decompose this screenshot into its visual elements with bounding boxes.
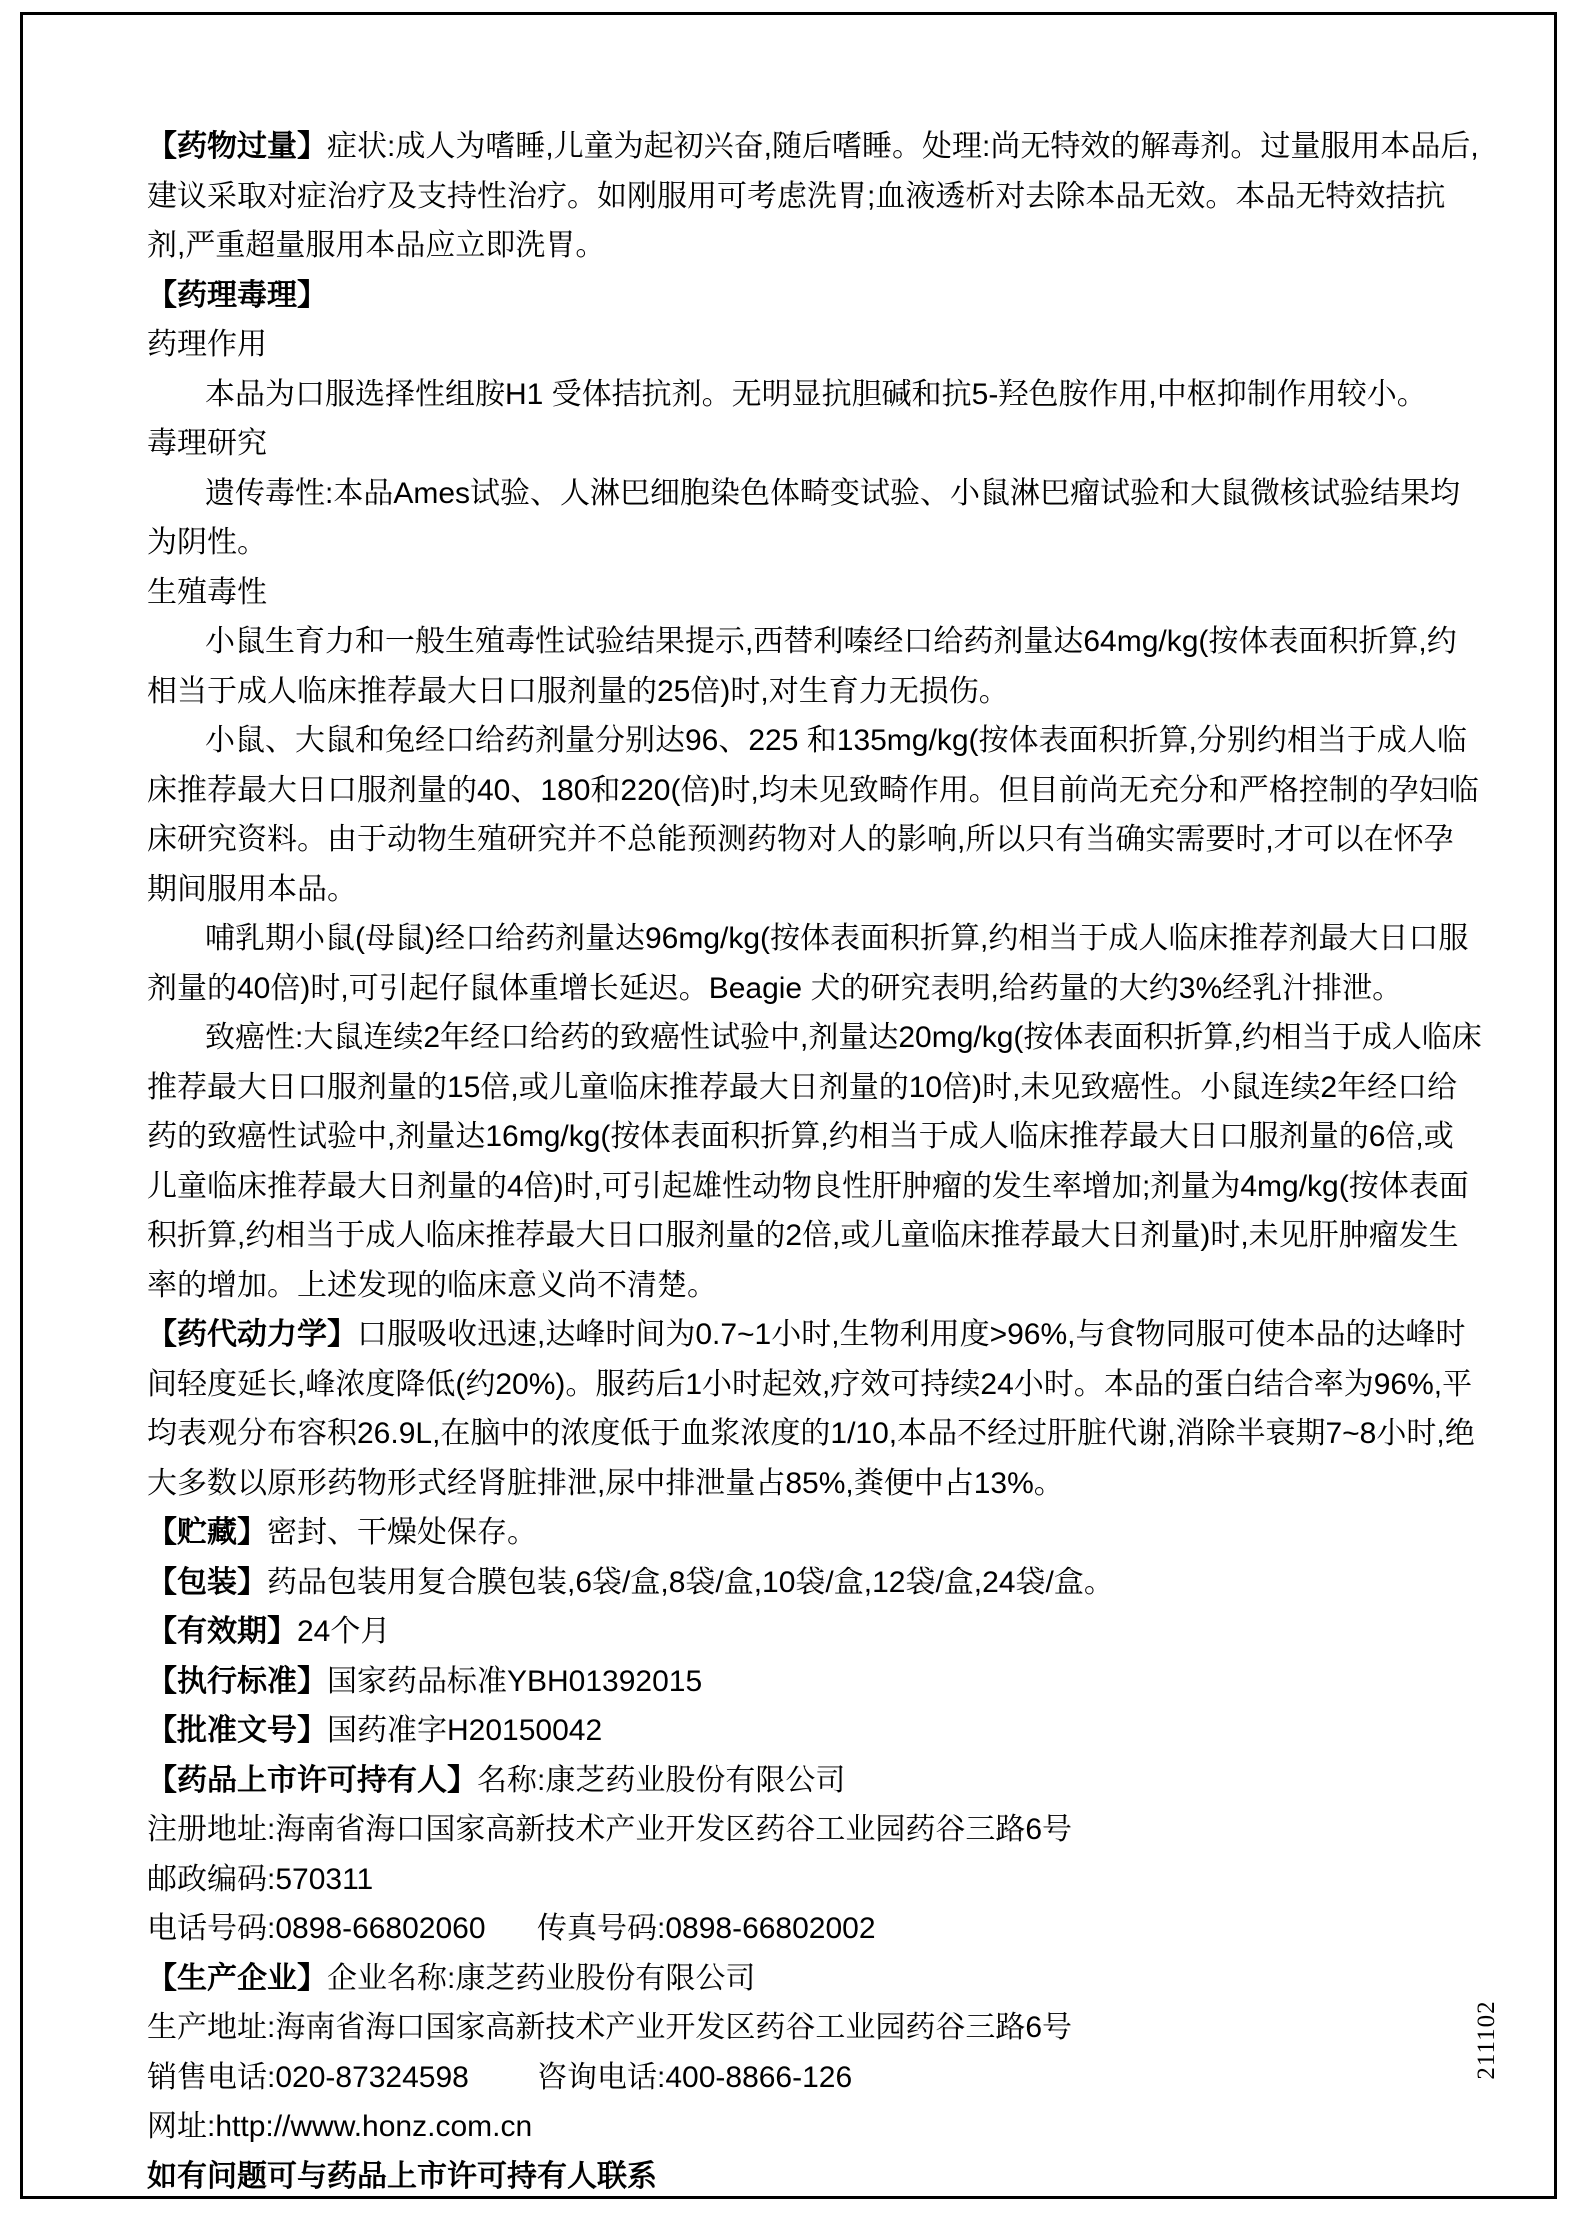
section-manufacturer-text: 企业名称:康芝药业股份有限公司 bbox=[327, 1961, 756, 1995]
section-approval-number-text: 国药准字H20150042 bbox=[327, 1714, 603, 1747]
footer-contact-note: 如有问题可与药品上市许可持有人联系 bbox=[147, 2159, 657, 2193]
section-pharmacokinetics-label: 【药代动力学】 bbox=[147, 1318, 357, 1351]
section-storage-text: 密封、干燥处保存。 bbox=[267, 1516, 537, 1549]
section-overdose-label: 【药物过量】 bbox=[147, 130, 327, 163]
section-pharmacokinetics bbox=[147, 1310, 1483, 1508]
section-packaging-text: 药品包装用复合膜包装,6袋/盒,8袋/盒,10袋/盒,12袋/盒,24袋/盒。 bbox=[267, 1565, 1114, 1599]
section-manufacturer-label: 【生产企业】 bbox=[147, 1961, 327, 1995]
section-license-holder bbox=[147, 1756, 1483, 1806]
fax-number: 传真号码:0898-66802002 bbox=[537, 1912, 876, 1945]
section-license-holder-text: 名称:康芝药业股份有限公司 bbox=[477, 1763, 846, 1797]
subheading-pharmacologic-action: 药理作用 bbox=[147, 328, 267, 361]
section-executive-standard-label: 【执行标准】 bbox=[147, 1664, 327, 1698]
section-pharmacology-toxicology-label: 【药理毒理】 bbox=[147, 278, 327, 312]
section-storage bbox=[147, 1508, 1483, 1558]
section-license-holder-label: 【药品上市许可持有人】 bbox=[147, 1763, 477, 1797]
leaflet-text-content bbox=[147, 122, 1483, 2201]
section-overdose-text: 症状:成人为嗜睡,儿童为起初兴奋,随后嗜睡。处理:尚无特效的解毒剂。过量服用本品后,建议采取对症治疗及支持性治疗。如刚服用可考虑洗胃;血液透析对去除本品无效。本品无特效拮抗剂,严重超量服用本品应立即洗胃。 bbox=[147, 130, 1479, 262]
section-overdose bbox=[147, 122, 1483, 271]
line-postal-code: 邮政编码:570311 bbox=[147, 1862, 374, 1896]
section-approval-number bbox=[147, 1706, 1483, 1756]
line-sales-consult-phone bbox=[147, 2053, 1483, 2103]
line-production-address: 生产地址:海南省海口国家高新技术产业开发区药谷工业园药谷三路6号 bbox=[147, 2011, 1073, 2044]
subheading-toxicology-research: 毒理研究 bbox=[147, 427, 267, 460]
para-lactation-study: 哺乳期小鼠(母鼠)经口给药剂量达96mg/kg(按体表面积折算,约相当于成人临床推荐剂最大日口服剂量的40倍)时,可引起仔鼠体重增长延迟。Beagie 犬的研究表明,给药量的大约3%经乳汁排泄。 bbox=[147, 922, 1469, 1005]
section-shelf-life bbox=[147, 1607, 1483, 1657]
section-packaging-label: 【包装】 bbox=[147, 1565, 267, 1599]
section-storage-label: 【贮藏】 bbox=[147, 1516, 267, 1549]
para-genetic-toxicity: 遗传毒性:本品Ames试验、人淋巴细胞染色体畸变试验、小鼠淋巴瘤试验和大鼠微核试验结果均为阴性。 bbox=[147, 476, 1461, 559]
subheading-reproductive-toxicity: 生殖毒性 bbox=[147, 575, 267, 609]
section-shelf-life-text: 24个月 bbox=[297, 1615, 391, 1648]
section-packaging bbox=[147, 1558, 1483, 1608]
para-carcinogenicity-study: 致癌性:大鼠连续2年经口给药的致癌性试验中,剂量达20mg/kg(按体表面积折算,约相当于成人临床推荐最大日口服剂量的15倍,或儿童临床推荐最大日剂量的10倍)时,未见致癌性。小鼠连续2年经口给药的致癌性试验中,剂量达16mg/kg(按体表面积折算,约相当于成人临床推荐最大日口服剂量的6倍,或儿童临床推荐最大日剂量的4倍)时,可引起雄性动物良性肝肿瘤的发生率增加;剂量为4mg/kg(按体表面积折算,约相当于成人临床推荐最大日口服剂量的2倍,或儿童临床推荐最大日剂量)时,未见肝肿瘤发生率的增加。上述发现的临床意义尚不清楚。 bbox=[147, 1021, 1482, 1302]
para-fertility-study: 小鼠生育力和一般生殖毒性试验结果提示,西替利嗪经口给药剂量达64mg/kg(按体表面积折算,约相当于成人临床推荐最大日口服剂量的25倍)时,对生育力无损伤。 bbox=[147, 625, 1457, 708]
section-pharmacology-toxicology-heading bbox=[147, 271, 1483, 321]
line-phone-fax bbox=[147, 1904, 1483, 1954]
line-website: 网址:http://www.honz.com.cn bbox=[147, 2110, 533, 2143]
page-code-vertical: 211102 bbox=[1473, 2000, 1500, 2080]
section-executive-standard bbox=[147, 1657, 1483, 1707]
section-approval-number-label: 【批准文号】 bbox=[147, 1714, 327, 1747]
line-registered-address: 注册地址:海南省海口国家高新技术产业开发区药谷工业园药谷三路6号 bbox=[147, 1813, 1073, 1846]
sales-phone: 销售电话:020-87324598 bbox=[147, 2060, 469, 2094]
para-pharmacologic-action: 本品为口服选择性组胺H1 受体拮抗剂。无明显抗胆碱和抗5-羟色胺作用,中枢抑制作用较小。 bbox=[205, 377, 1427, 411]
section-shelf-life-label: 【有效期】 bbox=[147, 1615, 297, 1648]
consult-phone: 咨询电话:400-8866-126 bbox=[537, 2060, 853, 2094]
para-teratology-study: 小鼠、大鼠和兔经口给药剂量分别达96、225 和135mg/kg(按体表面积折算,分别约相当于成人临床推荐最大日口服剂量的40、180和220(倍)时,均未见致畸作用。但目前尚无充分和严格控制的孕妇临床研究资料。由于动物生殖研究并不总能预测药物对人的影响,所以只有当确实需要时,才可以在怀孕期间服用本品。 bbox=[147, 724, 1479, 906]
section-executive-standard-text: 国家药品标准YBH01392015 bbox=[327, 1664, 703, 1698]
section-pharmacokinetics-text: 口服吸收迅速,达峰时间为0.7~1小时,生物利用度>96%,与食物同服可使本品的达峰时间轻度延长,峰浓度降低(约20%)。服药后1小时起效,疗效可持续24小时。本品的蛋白结合率为96%,平均表观分布容积26.9L,在脑中的浓度低于血浆浓度的1/10,本品不经过肝脏代谢,消除半衰期7~8小时,绝大多数以原形药物形式经肾脏排泄,尿中排泄量占85%,粪便中占13%。 bbox=[147, 1318, 1475, 1500]
section-manufacturer bbox=[147, 1954, 1483, 2004]
phone-number: 电话号码:0898-66802060 bbox=[147, 1912, 486, 1945]
